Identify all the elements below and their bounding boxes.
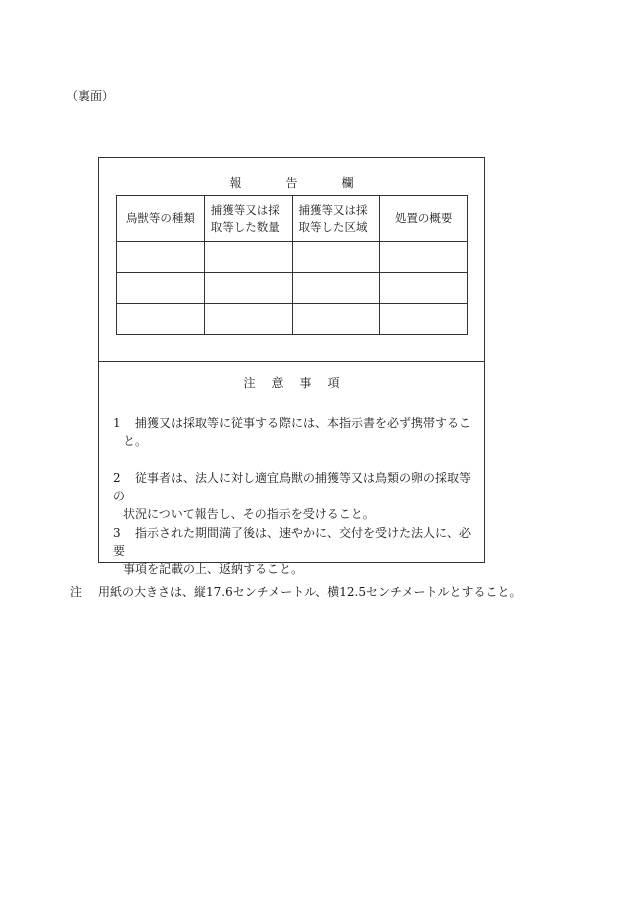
report-table [116, 195, 468, 335]
note-text-line1: 従事者は、法人に対し適宜鳥獣の捕獲等又は鳥類の卵の採取等の [113, 471, 472, 503]
note-text-line1: 指示された期間満了後は、速やかに、交付を受けた法人に、必要 [113, 526, 472, 558]
note-item [113, 469, 478, 523]
table-cell[interactable] [117, 304, 205, 335]
note-text-line1: 捕獲又は採取等に従事する際には、本指示書を必ず携帯するこ [135, 416, 472, 430]
table-row [117, 273, 468, 304]
notes-title-char: 事 [299, 376, 312, 390]
note-item [113, 414, 478, 450]
table-cell[interactable] [380, 242, 468, 273]
table-cell[interactable] [380, 304, 468, 335]
column-header-quantity: 捕獲等又は採 取等した数量 [204, 196, 292, 242]
note-number: 1 [113, 416, 121, 430]
table-row [117, 242, 468, 273]
report-section [99, 158, 484, 362]
footnote-text: 用紙の大きさは、縦17.6センチメートル、横12.5センチメートルとすること。 [98, 585, 522, 599]
form-box [98, 157, 485, 576]
notes-title-char: 項 [327, 376, 340, 390]
note-number: 2 [113, 471, 121, 485]
report-section-title [99, 176, 484, 190]
note-text-line2: 状況について報告し、その指示を受けること。 [123, 507, 375, 521]
column-header-area: 捕獲等又は採 取等した区域 [292, 196, 380, 242]
table-row [117, 304, 468, 335]
table-cell[interactable] [292, 242, 380, 273]
note-text-line2: と。 [123, 434, 148, 448]
note-number: 3 [113, 526, 121, 540]
footnote-mark: 注 [70, 585, 83, 599]
table-cell[interactable] [117, 273, 205, 304]
table-cell[interactable] [292, 304, 380, 335]
table-cell[interactable] [380, 273, 468, 304]
table-cell[interactable] [117, 242, 205, 273]
report-table-header-row [117, 196, 468, 242]
notes-section-title [99, 376, 484, 390]
note-item [113, 524, 478, 578]
notes-title-char: 意 [271, 376, 284, 390]
table-cell[interactable] [204, 273, 292, 304]
column-header-species: 鳥獣等の種類 [117, 196, 205, 242]
table-cell[interactable] [204, 242, 292, 273]
table-cell[interactable] [204, 304, 292, 335]
report-title-char: 欄 [341, 176, 354, 190]
column-header-disposition: 処置の概要 [380, 196, 468, 242]
paper-size-footnote [70, 585, 522, 599]
notes-title-char: 注 [243, 376, 256, 390]
report-title-char: 告 [285, 176, 298, 190]
note-text-line2: 事項を記載の上、返納すること。 [123, 562, 304, 576]
report-title-char: 報 [229, 176, 242, 190]
page-side-label: （裏面） [66, 89, 115, 103]
table-cell[interactable] [292, 273, 380, 304]
